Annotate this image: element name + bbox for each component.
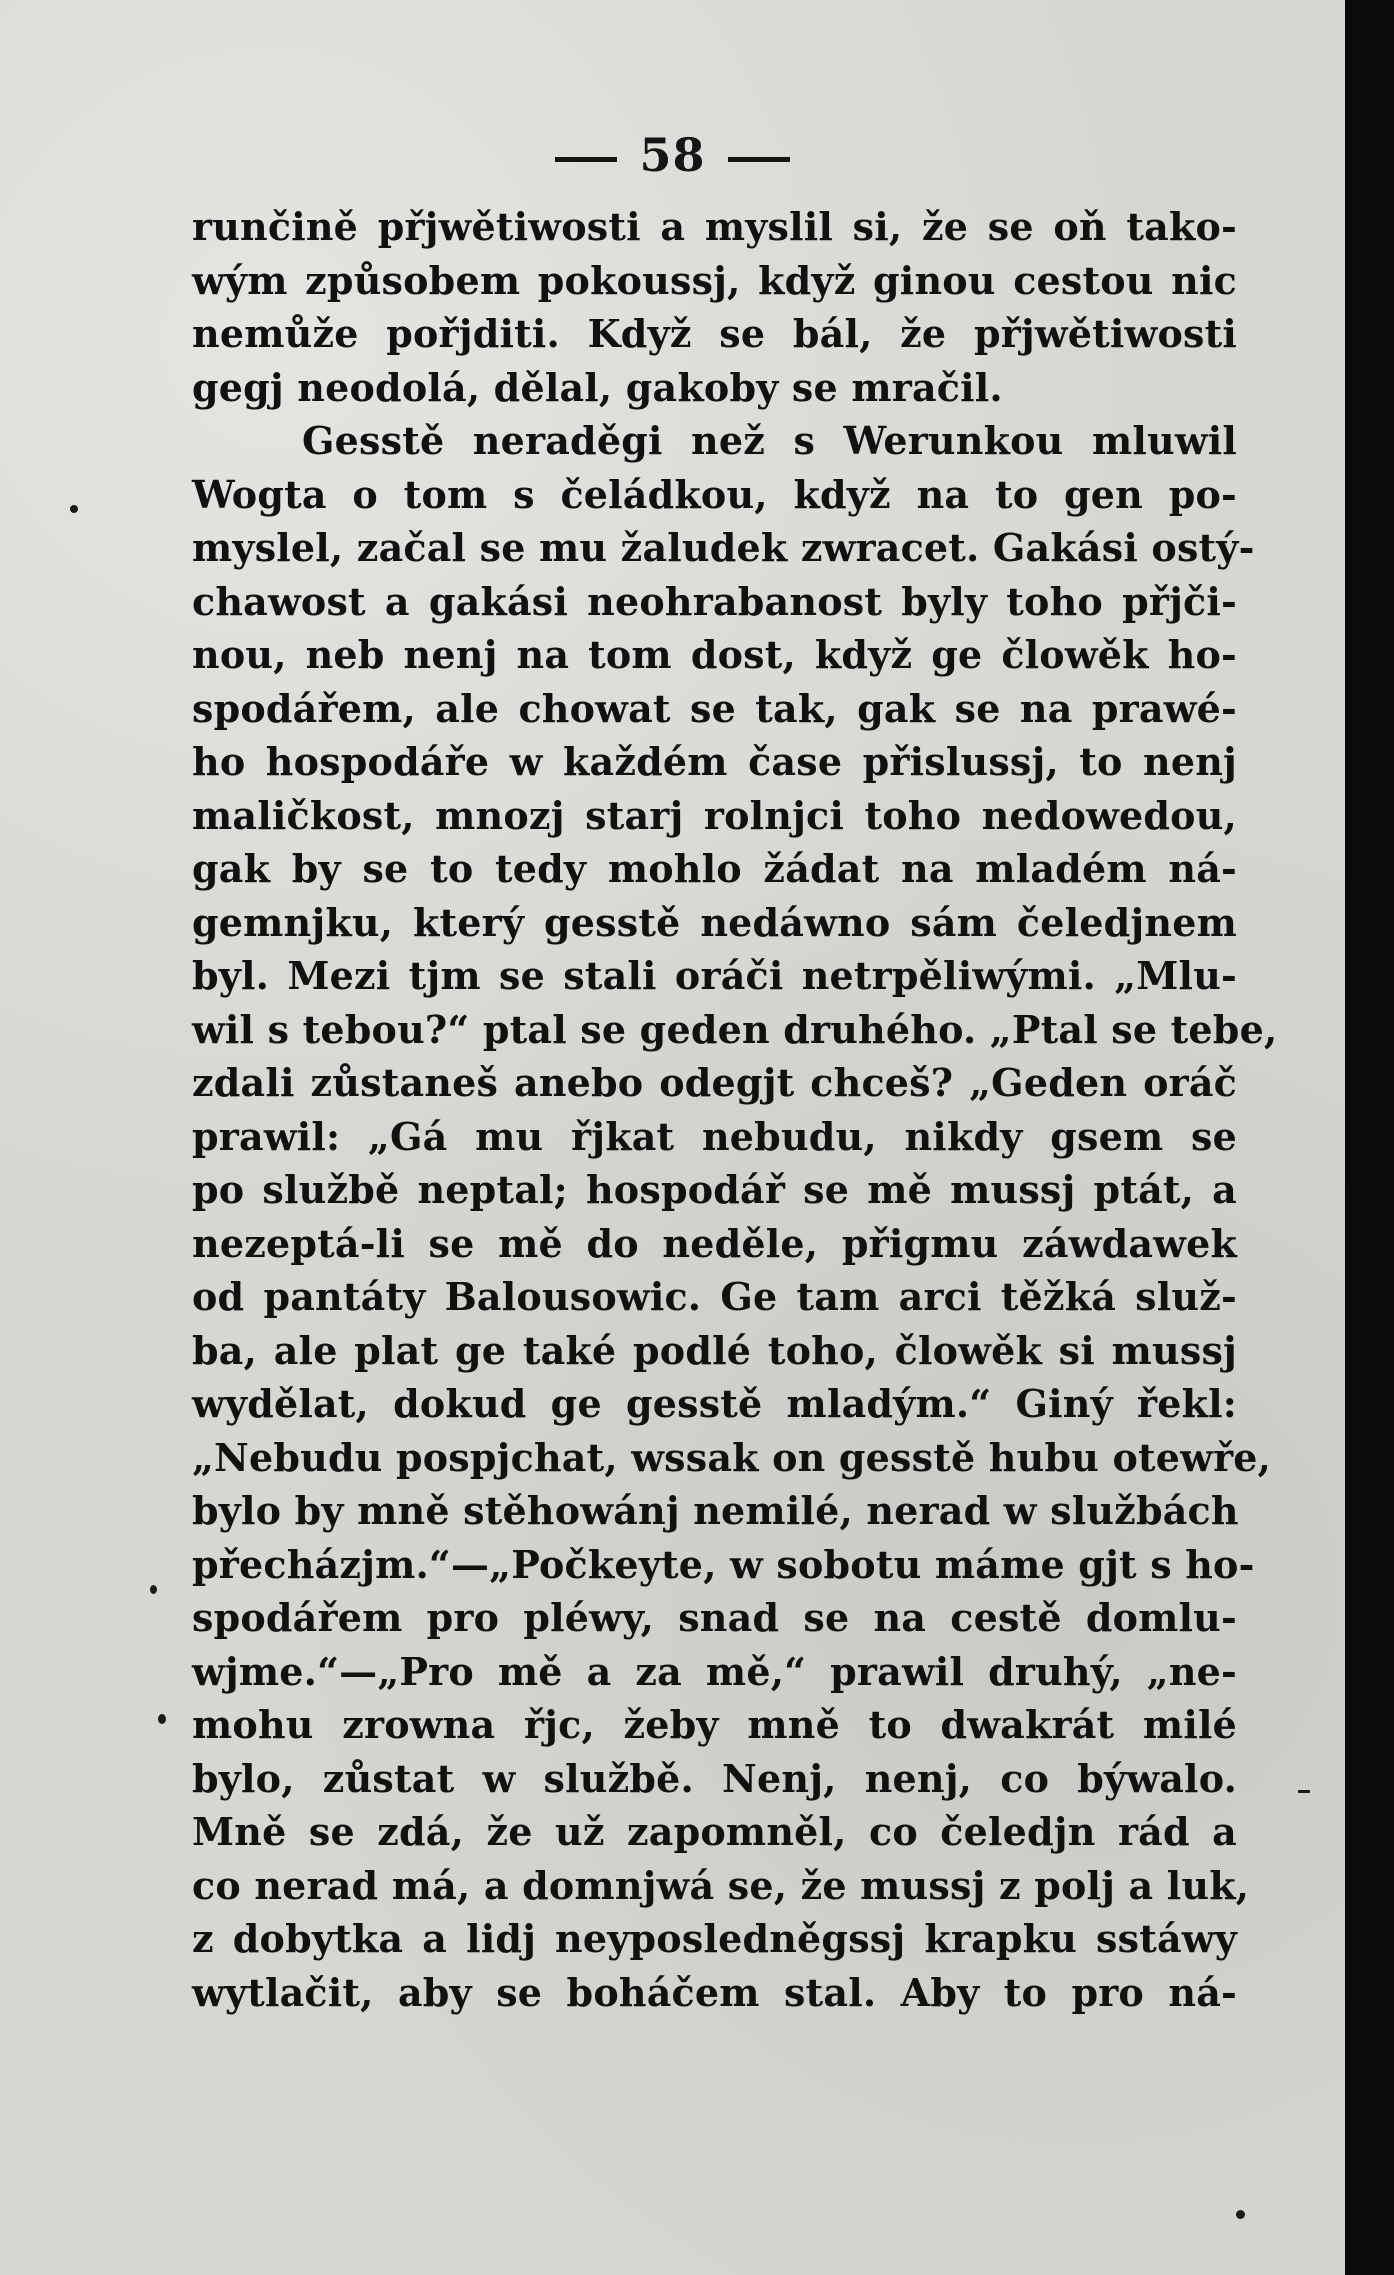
text-line: wjme.“—„Pro mě a za mě,“ prawil druhý, „ne- xyxy=(192,1648,1237,1694)
text-line: ba, ale plat ge také podlé toho, člowěk si mussj xyxy=(192,1327,1237,1373)
text-line: runčině přjwětiwosti a myslil si, že se oň tako- xyxy=(192,204,1237,249)
scan-speck xyxy=(1236,2210,1245,2219)
scan-speck xyxy=(158,1714,166,1724)
text-line: wydělat, dokud ge gesstě mladým.“ Giný řekl: xyxy=(192,1381,1237,1426)
text-line: gegj neodolá, dělal, gakoby se mračil. xyxy=(192,364,1003,410)
text-line: přecházjm.“—„Počkeyte, w sobotu máme gjt s ho- xyxy=(192,1541,1255,1587)
text-line: Mně se zdá, že už zapomněl, co čeledjn rád a xyxy=(192,1809,1237,1854)
page-number: 58 xyxy=(639,128,706,182)
text-line: mohu zrowna řjc, žeby mně to dwakrát milé xyxy=(192,1702,1237,1747)
text-line: prawil: „Gá mu řjkat nebudu, nikdy gsem se xyxy=(192,1113,1237,1159)
header-dash-left xyxy=(555,157,617,162)
text-line: wým způsobem pokoussj, když ginou cestou nic xyxy=(192,257,1237,303)
text-line: nou, neb nenj na tom dost, když ge člowěk ho- xyxy=(192,632,1237,677)
text-line: wytlačit, aby se boháčem stal. Aby to pro ná- xyxy=(192,1969,1237,2015)
text-line: maličkost, mnozj starj rolnjci toho nedowedou, xyxy=(192,792,1237,838)
text-line: ho hospodáře w každém čase přislussj, to nenj xyxy=(192,739,1237,784)
scan-speck xyxy=(70,505,78,513)
text-line: wil s tebou?“ ptal se geden druhého. „Ptal se tebe, xyxy=(192,1006,1278,1052)
text-line: gemnjku, který gesstě nedáwno sám čeledjnem xyxy=(192,899,1237,945)
text-line: chawost a gakási neohrabanost byly toho přjči- xyxy=(192,578,1237,624)
scan-speck xyxy=(1298,1790,1310,1793)
text-line: co nerad má, a domnjwá se, že mussj z polj a luk, xyxy=(192,1862,1250,1908)
text-line: spodářem pro pléwy, snad se na cestě domlu- xyxy=(192,1595,1237,1640)
text-line: z dobytka a lidj neyposledněgssj krapku sstáwy xyxy=(192,1916,1237,1961)
text-line: po službě neptal; hospodář se mě mussj ptát, a xyxy=(192,1167,1237,1212)
text-line: „Nebudu pospjchat, wssak on gesstě hubu otewře, xyxy=(192,1434,1272,1480)
text-line: spodářem, ale chowat se tak, gak se na prawé- xyxy=(192,685,1237,731)
body-text xyxy=(192,200,1278,2019)
header-dash-right xyxy=(728,157,790,162)
text-line: bylo by mně stěhowánj nemilé, nerad w službách xyxy=(192,1488,1239,1533)
text-line: gak by se to tedy mohlo žádat na mladém ná- xyxy=(192,846,1237,891)
text-line: nemůže pořjditi. Když se bál, že přjwětiwosti xyxy=(192,311,1237,356)
scan-border xyxy=(1345,0,1394,2275)
text-line: byl. Mezi tjm se stali oráči netrpěliwými. „Mlu- xyxy=(192,953,1237,998)
text-line: myslel, začal se mu žaludek zwracet. Gakási ostý- xyxy=(192,525,1255,570)
scan-speck xyxy=(150,1585,157,1594)
text-line: Gesstě neraděgi než s Werunkou mluwil xyxy=(302,418,1237,463)
page-number-header xyxy=(0,128,1345,182)
text-line: Wogta o tom s čeládkou, když na to gen po- xyxy=(192,471,1237,517)
text-line: nezeptá-li se mě do neděle, přigmu záwdawek xyxy=(192,1220,1237,1266)
text-line: bylo, zůstat w službě. Nenj, nenj, co býwalo. xyxy=(192,1755,1237,1801)
text-line: zdali zůstaneš anebo odegjt chceš? „Geden oráč xyxy=(192,1060,1237,1105)
text-line: od pantáty Balousowic. Ge tam arci těžká služ- xyxy=(192,1274,1237,1319)
